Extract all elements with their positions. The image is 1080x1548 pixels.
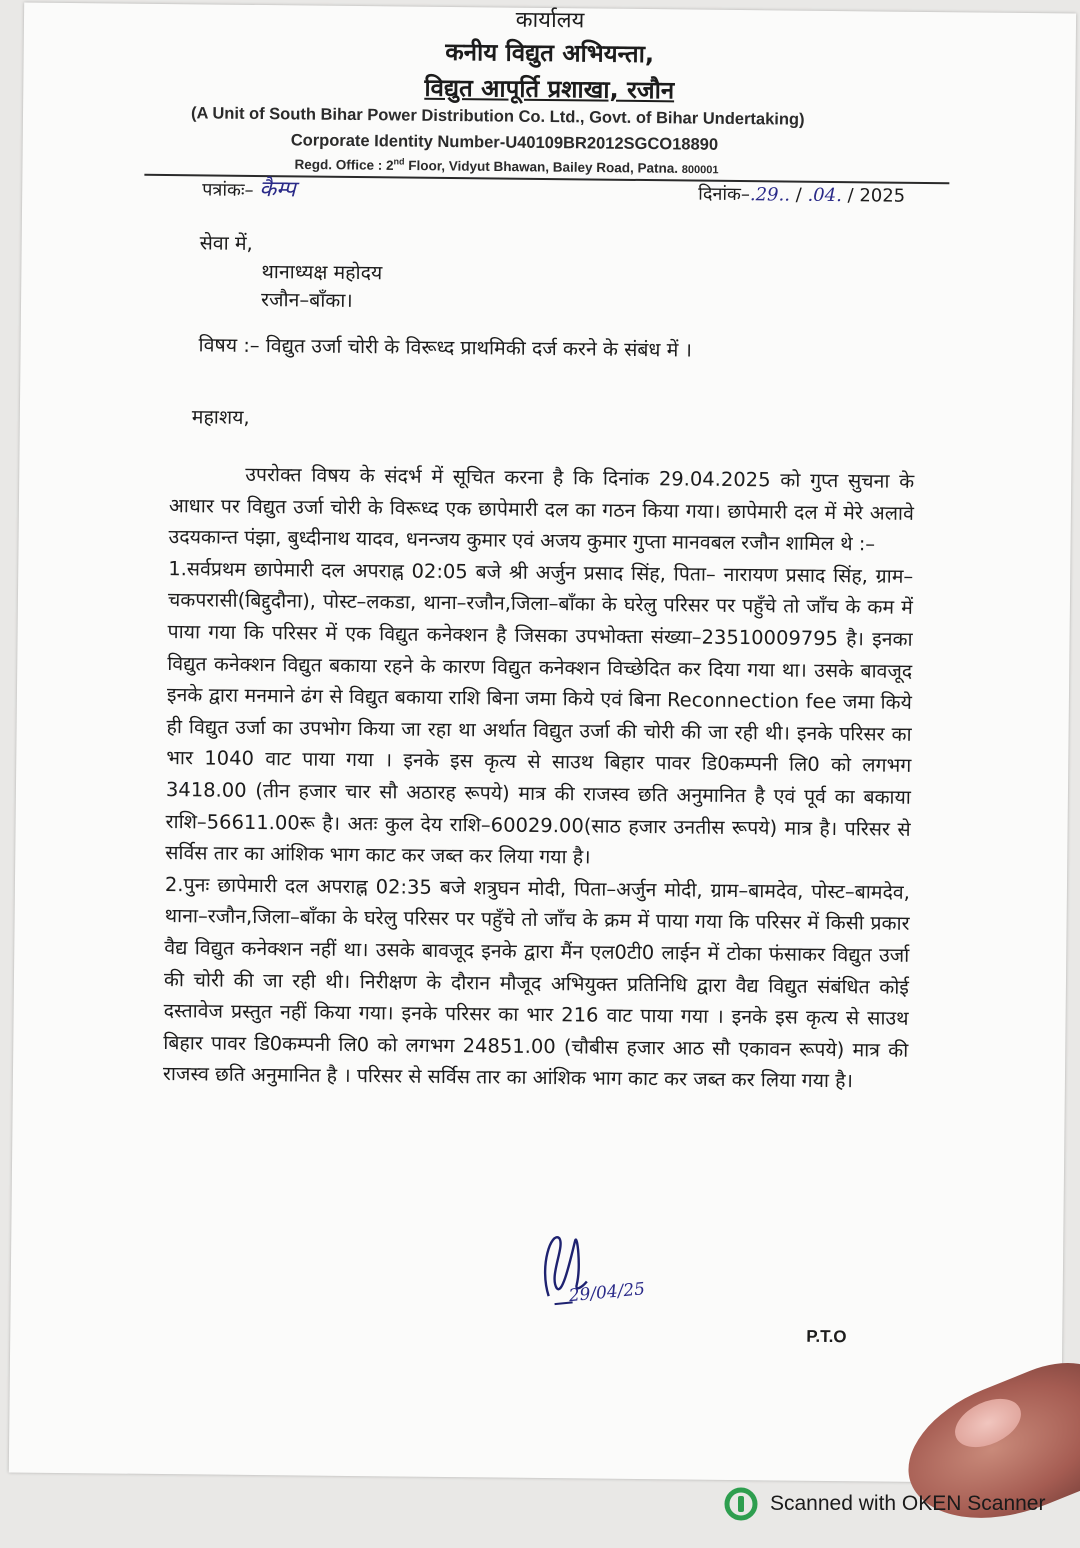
date-year: 2025 — [859, 185, 906, 207]
ref-value: कैम्प — [259, 176, 296, 203]
cin-line: Corporate Identity Number-U40109BR2012SGCO18890 — [290, 131, 719, 154]
regd-office-line — [294, 155, 718, 176]
date-day: .29.. — [749, 184, 791, 206]
scanner-watermark — [724, 1487, 1045, 1521]
letter-date: दिनांक–.29.. / .04. / 2025 — [698, 183, 906, 207]
ref-number — [202, 172, 296, 203]
regd-prefix: Regd. Office : 2 — [294, 156, 394, 173]
signature-date: 29/04/25 — [567, 1279, 646, 1307]
pto-label: P.T.O — [806, 1326, 847, 1347]
designation-heading: कनीय विद्युत अभियन्ता, — [445, 37, 655, 69]
ref-label: पत्रांकः– — [202, 179, 254, 201]
salutation: महाशय, — [191, 405, 250, 429]
unit-line: (A Unit of South Bihar Power Distribution Co. Ltd., Govt. of Bihar Undertaking) — [190, 104, 805, 129]
branch-heading: विद्युत आपूर्ति प्रशाखा, रजौन — [424, 73, 675, 105]
intro-paragraph: उपरोक्त विषय के संदर्भ में सूचित करना है कि दिनांक 29.04.2025 को गुप्त सुचना के आधार पर विद्युत उर्जा चोरी के विरूध्द एक छापेमारी दल का गठन किया गया। छापेमारी दल में मेरे अलावे उदयकान्त पंझा, बुध्दीनाथ यादव, धनन्जय कुमार एवं अजय कुमार गुप्ता मानवबल रजौन शामिल थे :– — [168, 462, 915, 556]
scanner-watermark-text: Scanned with OKEN Scanner — [770, 1492, 1046, 1515]
to-label: सेवा में, — [199, 231, 253, 255]
addressee-line-1: थानाध्यक्ष महोदय — [261, 260, 383, 285]
regd-pincode: 800001 — [681, 163, 719, 177]
case-2-paragraph: 2.पुनः छापेमारी दल अपराह्न 02:35 बजे शत्रुघन मोदी, पिता–अर्जुन मोदी, ग्राम–बामदेव, पोस्ट–बामदेव, थाना–रजौन,जिला–बाँका के घरेलु परिसर पर पहुँचे तो जाँच के क्रम में पाया गया कि परिसर में किसी प्रकार वैद्य विद्युत कनेक्शन नहीं था। उसके बावजूद इनके द्वारा मैंन एल0टी0 लाईन में टोका फंसाकर विद्युत उर्जा की चोरी की जा रही थी। निरीक्षण के दौरान मौजूद अभियुक्त प्रतिनिधि द्वारा वैद्य विद्युत संबंधित कोई दस्तावेज प्रस्तुत नहीं किया गया। इनके परिसर का भार 216 वाट पाया गया । इनके इस कृत्य से साउथ बिहार पावर डि0कम्पनी लि0 को लगभग 24851.00 (चौबीस हजार आठ सौ एकावन रूपये) मात्र की राजस्व छति अनुमानित है । परिसर से सर्विस तार का आंशिक भाग काट कर जब्त कर लिया गया है। — [162, 872, 911, 1093]
regd-superscript: nd — [393, 156, 405, 167]
oken-scanner-logo-icon — [724, 1487, 758, 1521]
date-month: .04. — [807, 184, 842, 207]
letter-page — [9, 3, 1076, 1484]
date-label: दिनांक– — [698, 183, 751, 206]
regd-rest: Floor, Vidyut Bhawan, Bailey Road, Patna. — [404, 158, 679, 176]
case-1-paragraph: 1.सर्वप्रथम छापेमारी दल अपराह्न 02:05 बजे श्री अर्जुन प्रसाद सिंह, पिता– नारायण प्रसाद सिंह, ग्राम–चकपरासी(बिद्दुदौना), पोस्ट–लकडा, थाना–रजौन,जिला–बाँका के घरेलु परिसर पर पहुँचे तो जाँच के कम में पाया गया कि परिसर में एक विद्युत कनेक्शन है जिसका उपभोक्ता संख्या–23510009795 है। इनका विद्युत कनेक्शन विद्युत बकाया रहने के कारण विद्युत कनेक्शन विच्छेदित कर दिया गया था। उसके बावजूद इनके द्वारा मनमाने ढंग से विद्युत बकाया राशि बिना जमा किये एवं बिना Reconnection fee जमा किये ही विद्युत उर्जा का उपभोग किया जा रहा था अर्थात विद्युत उर्जा की चोरी की जा रही थी। इनके परिसर का भार 1040 वाट पाया गया । इनके इस कृत्य से साउथ बिहार पावर डि0कम्पनी लि0 को लगभग 3418.00 (तीन हजार चार सौ अठारह रूपये) मात्र की राजस्व छति अनुमानित है एवं पूर्व का बकाया राशि–56611.00रू है। अतः कुल देय राशि–60029.00(साठ हजार उनतीस रूपये) मात्र है। परिसर से सर्विस तार का आंशिक भाग काट कर जब्त कर लिया गया है। — [165, 556, 914, 869]
handwritten-signature — [530, 1226, 651, 1317]
addressee-line-2: रजौन–बाँका। — [260, 288, 353, 312]
subject-line: विषय :– विद्युत उर्जा चोरी के विरूध्द प्राथमिकी दर्ज करने के संबंध में । — [198, 333, 693, 362]
letter-body — [163, 458, 915, 1098]
office-heading: कार्यालय — [515, 7, 585, 34]
